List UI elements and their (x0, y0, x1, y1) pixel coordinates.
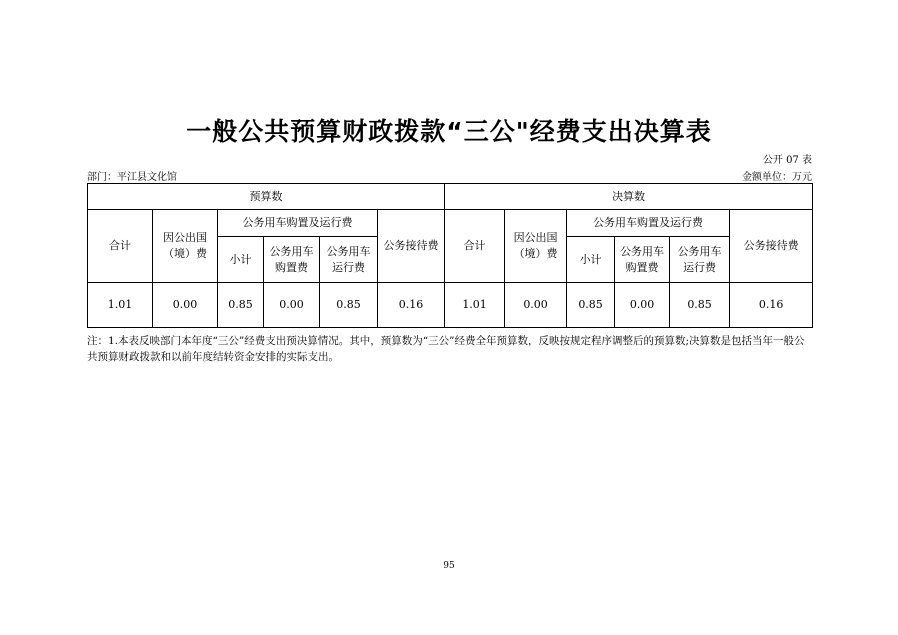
budget-subtotal-value: 0.85 (218, 283, 264, 328)
expenditure-table (87, 183, 813, 328)
budget-overseas-header: 因公出国 （境）费 (153, 210, 218, 283)
form-code: 公开 07 表 (762, 155, 812, 166)
final-subtotal-header: 小计 (567, 237, 615, 283)
page-number: 95 (443, 561, 455, 571)
table-note: 注：1.本表反映部门本年度“三公”经费支出预决算情况。其中，预算数为“三公”经费全年预算数，反映按规定程序调整后的预算数;决算数是包括当年一般公共预算财政拨款和以前年度结转资金安排的实际支出。 (87, 335, 805, 363)
final-group-header: 决算数 (445, 184, 813, 210)
table-row (88, 283, 813, 328)
budget-vehicle-operation-value: 0.85 (320, 283, 378, 328)
final-reception-header: 公务接待费 (730, 210, 813, 283)
final-total-value: 1.01 (445, 283, 505, 328)
final-total-header: 合计 (445, 210, 505, 283)
final-reception-value: 0.16 (730, 283, 813, 328)
budget-reception-header: 公务接待费 (378, 210, 445, 283)
final-overseas-value: 0.00 (505, 283, 567, 328)
final-vehicle-operation-header: 公务用车 运行费 (670, 237, 730, 283)
budget-total-value: 1.01 (88, 283, 153, 328)
header-row-group (88, 184, 813, 210)
budget-vehicle-group-header: 公务用车购置及运行费 (218, 210, 378, 237)
budget-vehicle-purchase-value: 0.00 (264, 283, 320, 328)
header-row-categories (88, 210, 813, 237)
unit-label: 金额单位：万元 (742, 172, 812, 183)
budget-subtotal-header: 小计 (218, 237, 264, 283)
page-title: 一般公共预算财政拨款“三公"经费支出决算表 (186, 117, 712, 146)
final-vehicle-purchase-value: 0.00 (615, 283, 670, 328)
budget-total-header: 合计 (88, 210, 153, 283)
budget-vehicle-operation-header: 公务用车 运行费 (320, 237, 378, 283)
final-vehicle-purchase-header: 公务用车 购置费 (615, 237, 670, 283)
budget-overseas-value: 0.00 (153, 283, 218, 328)
final-overseas-header: 因公出国 （境）费 (505, 210, 567, 283)
budget-group-header: 预算数 (88, 184, 445, 210)
department-label: 部门：平江县文化馆 (87, 172, 177, 183)
final-vehicle-group-header: 公务用车购置及运行费 (567, 210, 730, 237)
final-vehicle-operation-value: 0.85 (670, 283, 730, 328)
budget-vehicle-purchase-header: 公务用车 购置费 (264, 237, 320, 283)
final-subtotal-value: 0.85 (567, 283, 615, 328)
budget-reception-value: 0.16 (378, 283, 445, 328)
